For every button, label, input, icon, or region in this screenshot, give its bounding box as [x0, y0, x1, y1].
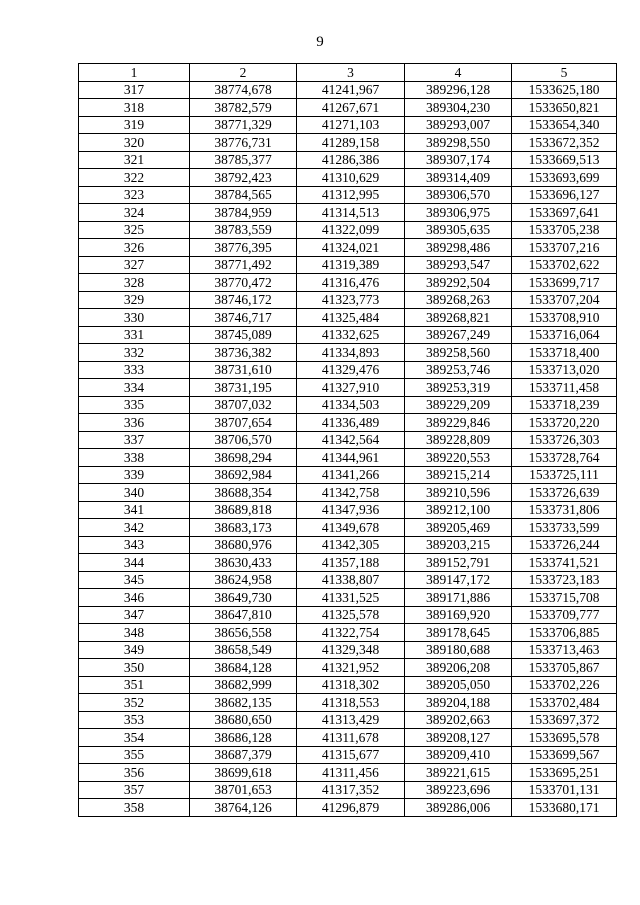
column-header: 1 [79, 64, 190, 82]
table-cell: 389228,809 [405, 431, 512, 449]
table-cell: 41313,429 [297, 711, 405, 729]
table-cell: 1533672,352 [512, 134, 617, 152]
table-cell: 41286,386 [297, 151, 405, 169]
table-cell: 41329,476 [297, 361, 405, 379]
table-cell: 41325,484 [297, 309, 405, 327]
table-cell: 389293,547 [405, 256, 512, 274]
table-cell: 389314,409 [405, 169, 512, 187]
table-cell: 1533680,171 [512, 799, 617, 817]
table-cell: 348 [79, 624, 190, 642]
table-cell: 389208,127 [405, 729, 512, 747]
table-cell: 350 [79, 659, 190, 677]
table-cell: 41324,021 [297, 239, 405, 257]
table-cell: 38707,654 [190, 414, 297, 432]
table-cell: 38692,984 [190, 466, 297, 484]
table-cell: 318 [79, 99, 190, 117]
table-cell: 334 [79, 379, 190, 397]
table-cell: 389215,214 [405, 466, 512, 484]
table-cell: 389212,100 [405, 501, 512, 519]
table-cell: 38647,810 [190, 606, 297, 624]
table-cell: 38682,135 [190, 694, 297, 712]
table-cell: 38680,650 [190, 711, 297, 729]
table-cell: 1533669,513 [512, 151, 617, 169]
table-cell: 38687,379 [190, 746, 297, 764]
table-row [79, 729, 617, 747]
table-cell: 41323,773 [297, 291, 405, 309]
table-cell: 38771,492 [190, 256, 297, 274]
table-cell: 41336,489 [297, 414, 405, 432]
table-cell: 1533695,251 [512, 764, 617, 782]
table-cell: 389223,696 [405, 781, 512, 799]
table-cell: 38686,128 [190, 729, 297, 747]
table-cell: 1533723,183 [512, 571, 617, 589]
table-row [79, 501, 617, 519]
table-cell: 323 [79, 186, 190, 204]
table-cell: 344 [79, 554, 190, 572]
table-cell: 1533654,340 [512, 116, 617, 134]
table-cell: 38624,958 [190, 571, 297, 589]
table-cell: 1533718,400 [512, 344, 617, 362]
table-row [79, 449, 617, 467]
table-cell: 1533705,867 [512, 659, 617, 677]
table-cell: 343 [79, 536, 190, 554]
table-cell: 41342,564 [297, 431, 405, 449]
table-cell: 331 [79, 326, 190, 344]
table-cell: 1533693,699 [512, 169, 617, 187]
table-cell: 38684,128 [190, 659, 297, 677]
table-cell: 38771,329 [190, 116, 297, 134]
table-cell: 41296,879 [297, 799, 405, 817]
table-cell: 328 [79, 274, 190, 292]
table-cell: 38774,678 [190, 81, 297, 99]
table-cell: 41327,910 [297, 379, 405, 397]
table-cell: 1533711,458 [512, 379, 617, 397]
table-cell: 389268,263 [405, 291, 512, 309]
column-header: 3 [297, 64, 405, 82]
column-header: 2 [190, 64, 297, 82]
table-cell: 38689,818 [190, 501, 297, 519]
table-cell: 1533709,777 [512, 606, 617, 624]
table-cell: 389304,230 [405, 99, 512, 117]
table-cell: 38699,618 [190, 764, 297, 782]
table-row [79, 221, 617, 239]
table-row [79, 291, 617, 309]
table-cell: 358 [79, 799, 190, 817]
table-row [79, 764, 617, 782]
table-cell: 38688,354 [190, 484, 297, 502]
table-row [79, 694, 617, 712]
table-row [79, 589, 617, 607]
table-row [79, 676, 617, 694]
table-cell: 41289,158 [297, 134, 405, 152]
table-cell: 352 [79, 694, 190, 712]
table-cell: 38784,565 [190, 186, 297, 204]
table-row [79, 519, 617, 537]
table-cell: 389298,550 [405, 134, 512, 152]
table-cell: 1533695,578 [512, 729, 617, 747]
table-cell: 38776,395 [190, 239, 297, 257]
table-cell: 41311,456 [297, 764, 405, 782]
table-cell: 38649,730 [190, 589, 297, 607]
table-cell: 41357,188 [297, 554, 405, 572]
table-row [79, 326, 617, 344]
table-row [79, 571, 617, 589]
table-cell: 1533706,885 [512, 624, 617, 642]
table-cell: 389147,172 [405, 571, 512, 589]
table-cell: 330 [79, 309, 190, 327]
table-cell: 341 [79, 501, 190, 519]
table-cell: 342 [79, 519, 190, 537]
table-cell: 1533707,216 [512, 239, 617, 257]
table-cell: 41342,758 [297, 484, 405, 502]
table-row [79, 781, 617, 799]
table-cell: 1533702,226 [512, 676, 617, 694]
table-cell: 38746,172 [190, 291, 297, 309]
table-cell: 1533697,372 [512, 711, 617, 729]
table-cell: 389169,920 [405, 606, 512, 624]
table-cell: 1533728,764 [512, 449, 617, 467]
table-cell: 38736,382 [190, 344, 297, 362]
table-cell: 38682,999 [190, 676, 297, 694]
table-cell: 38680,976 [190, 536, 297, 554]
table-cell: 1533708,910 [512, 309, 617, 327]
table-cell: 1533725,111 [512, 466, 617, 484]
table-cell: 389268,821 [405, 309, 512, 327]
table-row [79, 624, 617, 642]
table-cell: 389306,570 [405, 186, 512, 204]
table-row [79, 256, 617, 274]
table-row [79, 641, 617, 659]
table-row [79, 554, 617, 572]
table-cell: 38776,731 [190, 134, 297, 152]
table-cell: 336 [79, 414, 190, 432]
table-cell: 41318,553 [297, 694, 405, 712]
table-cell: 1533741,521 [512, 554, 617, 572]
table-cell: 41271,103 [297, 116, 405, 134]
table-cell: 41314,513 [297, 204, 405, 222]
table-cell: 389296,128 [405, 81, 512, 99]
table-cell: 389209,410 [405, 746, 512, 764]
table-cell: 389229,209 [405, 396, 512, 414]
table-row [79, 711, 617, 729]
table-cell: 389306,975 [405, 204, 512, 222]
table-cell: 38782,579 [190, 99, 297, 117]
table-cell: 1533702,622 [512, 256, 617, 274]
table-cell: 38745,089 [190, 326, 297, 344]
table-cell: 38707,032 [190, 396, 297, 414]
table-cell: 41347,936 [297, 501, 405, 519]
table-row [79, 484, 617, 502]
table-cell: 389221,615 [405, 764, 512, 782]
table-cell: 389204,188 [405, 694, 512, 712]
table-cell: 389293,007 [405, 116, 512, 134]
table-cell: 349 [79, 641, 190, 659]
table-cell: 351 [79, 676, 190, 694]
table-row [79, 134, 617, 152]
table-cell: 41312,995 [297, 186, 405, 204]
table-row [79, 204, 617, 222]
table-cell: 346 [79, 589, 190, 607]
table-cell: 41316,476 [297, 274, 405, 292]
table-cell: 38731,610 [190, 361, 297, 379]
table-row [79, 81, 617, 99]
table-cell: 324 [79, 204, 190, 222]
table-cell: 41315,677 [297, 746, 405, 764]
table-cell: 41319,389 [297, 256, 405, 274]
table-cell: 347 [79, 606, 190, 624]
table-row [79, 361, 617, 379]
table-cell: 41325,578 [297, 606, 405, 624]
table-cell: 332 [79, 344, 190, 362]
column-header: 4 [405, 64, 512, 82]
table-cell: 1533726,303 [512, 431, 617, 449]
table-cell: 389258,560 [405, 344, 512, 362]
table-cell: 41344,961 [297, 449, 405, 467]
table-cell: 1533726,639 [512, 484, 617, 502]
table-cell: 1533720,220 [512, 414, 617, 432]
table-row [79, 186, 617, 204]
table-row [79, 799, 617, 817]
table-cell: 38656,558 [190, 624, 297, 642]
table-cell: 41338,807 [297, 571, 405, 589]
table-cell: 389152,791 [405, 554, 512, 572]
table-cell: 38683,173 [190, 519, 297, 537]
table-cell: 389171,886 [405, 589, 512, 607]
table-row [79, 466, 617, 484]
table-body [79, 81, 617, 816]
table-cell: 345 [79, 571, 190, 589]
page-number: 9 [316, 34, 324, 50]
table-cell: 1533702,484 [512, 694, 617, 712]
table-cell: 389178,645 [405, 624, 512, 642]
table-cell: 389180,688 [405, 641, 512, 659]
table-cell: 41332,625 [297, 326, 405, 344]
table-cell: 389205,050 [405, 676, 512, 694]
table-cell: 389205,469 [405, 519, 512, 537]
table-cell: 38764,126 [190, 799, 297, 817]
table-cell: 41334,893 [297, 344, 405, 362]
coordinates-table [78, 63, 617, 817]
table-cell: 41322,754 [297, 624, 405, 642]
table-cell: 1533718,239 [512, 396, 617, 414]
table-cell: 1533713,020 [512, 361, 617, 379]
table-cell: 38698,294 [190, 449, 297, 467]
column-header: 5 [512, 64, 617, 82]
table-cell: 41329,348 [297, 641, 405, 659]
table-row [79, 344, 617, 362]
table-cell: 322 [79, 169, 190, 187]
table-cell: 325 [79, 221, 190, 239]
table-cell: 41341,266 [297, 466, 405, 484]
table-row [79, 239, 617, 257]
table-cell: 38706,570 [190, 431, 297, 449]
table-cell: 1533731,806 [512, 501, 617, 519]
table-cell: 353 [79, 711, 190, 729]
table-cell: 38784,959 [190, 204, 297, 222]
table-cell: 1533699,717 [512, 274, 617, 292]
table-cell: 38783,559 [190, 221, 297, 239]
table-cell: 337 [79, 431, 190, 449]
table-header-row [79, 64, 617, 82]
table-cell: 41334,503 [297, 396, 405, 414]
table-cell: 1533696,127 [512, 186, 617, 204]
table-row [79, 431, 617, 449]
table-cell: 319 [79, 116, 190, 134]
table-cell: 354 [79, 729, 190, 747]
table-cell: 41241,967 [297, 81, 405, 99]
table-cell: 317 [79, 81, 190, 99]
table-cell: 41322,099 [297, 221, 405, 239]
table-cell: 38785,377 [190, 151, 297, 169]
table-cell: 1533701,131 [512, 781, 617, 799]
table-cell: 38792,423 [190, 169, 297, 187]
table-row [79, 151, 617, 169]
table-cell: 389307,174 [405, 151, 512, 169]
table-cell: 38630,433 [190, 554, 297, 572]
table-cell: 41311,678 [297, 729, 405, 747]
table-cell: 338 [79, 449, 190, 467]
table-cell: 340 [79, 484, 190, 502]
table-row [79, 99, 617, 117]
table-cell: 389202,663 [405, 711, 512, 729]
table-cell: 389203,215 [405, 536, 512, 554]
table-cell: 335 [79, 396, 190, 414]
table-cell: 389292,504 [405, 274, 512, 292]
table-row [79, 274, 617, 292]
table-cell: 389206,208 [405, 659, 512, 677]
table-cell: 38770,472 [190, 274, 297, 292]
table-row [79, 379, 617, 397]
table-cell: 389305,635 [405, 221, 512, 239]
table-cell: 38746,717 [190, 309, 297, 327]
table-row [79, 169, 617, 187]
table-cell: 1533705,238 [512, 221, 617, 239]
table-cell: 357 [79, 781, 190, 799]
table-cell: 356 [79, 764, 190, 782]
table-cell: 1533715,708 [512, 589, 617, 607]
table-cell: 1533625,180 [512, 81, 617, 99]
table-cell: 389253,746 [405, 361, 512, 379]
table-cell: 1533650,821 [512, 99, 617, 117]
table-cell: 1533697,641 [512, 204, 617, 222]
table-cell: 1533699,567 [512, 746, 617, 764]
table-cell: 355 [79, 746, 190, 764]
table-cell: 1533707,204 [512, 291, 617, 309]
table-cell: 321 [79, 151, 190, 169]
table-cell: 41317,352 [297, 781, 405, 799]
table-cell: 339 [79, 466, 190, 484]
table-cell: 327 [79, 256, 190, 274]
table-cell: 389210,596 [405, 484, 512, 502]
table-cell: 329 [79, 291, 190, 309]
table-row [79, 116, 617, 134]
table-cell: 38701,653 [190, 781, 297, 799]
table-row [79, 746, 617, 764]
table-cell: 1533726,244 [512, 536, 617, 554]
table-cell: 41267,671 [297, 99, 405, 117]
table-row [79, 396, 617, 414]
table-row [79, 606, 617, 624]
table-cell: 1533713,463 [512, 641, 617, 659]
table-cell: 389253,319 [405, 379, 512, 397]
table-cell: 1533716,064 [512, 326, 617, 344]
table-cell: 38658,549 [190, 641, 297, 659]
table-cell: 389298,486 [405, 239, 512, 257]
table-row [79, 536, 617, 554]
table-cell: 320 [79, 134, 190, 152]
table-cell: 389220,553 [405, 449, 512, 467]
table-cell: 41318,302 [297, 676, 405, 694]
table-cell: 41321,952 [297, 659, 405, 677]
table-cell: 41349,678 [297, 519, 405, 537]
table-cell: 389286,006 [405, 799, 512, 817]
table-cell: 333 [79, 361, 190, 379]
table-row [79, 414, 617, 432]
table-cell: 326 [79, 239, 190, 257]
table-row [79, 309, 617, 327]
table-cell: 41342,305 [297, 536, 405, 554]
table-row [79, 659, 617, 677]
table-cell: 41331,525 [297, 589, 405, 607]
table-cell: 41310,629 [297, 169, 405, 187]
table-cell: 389229,846 [405, 414, 512, 432]
table-cell: 38731,195 [190, 379, 297, 397]
table-cell: 1533733,599 [512, 519, 617, 537]
table-cell: 389267,249 [405, 326, 512, 344]
